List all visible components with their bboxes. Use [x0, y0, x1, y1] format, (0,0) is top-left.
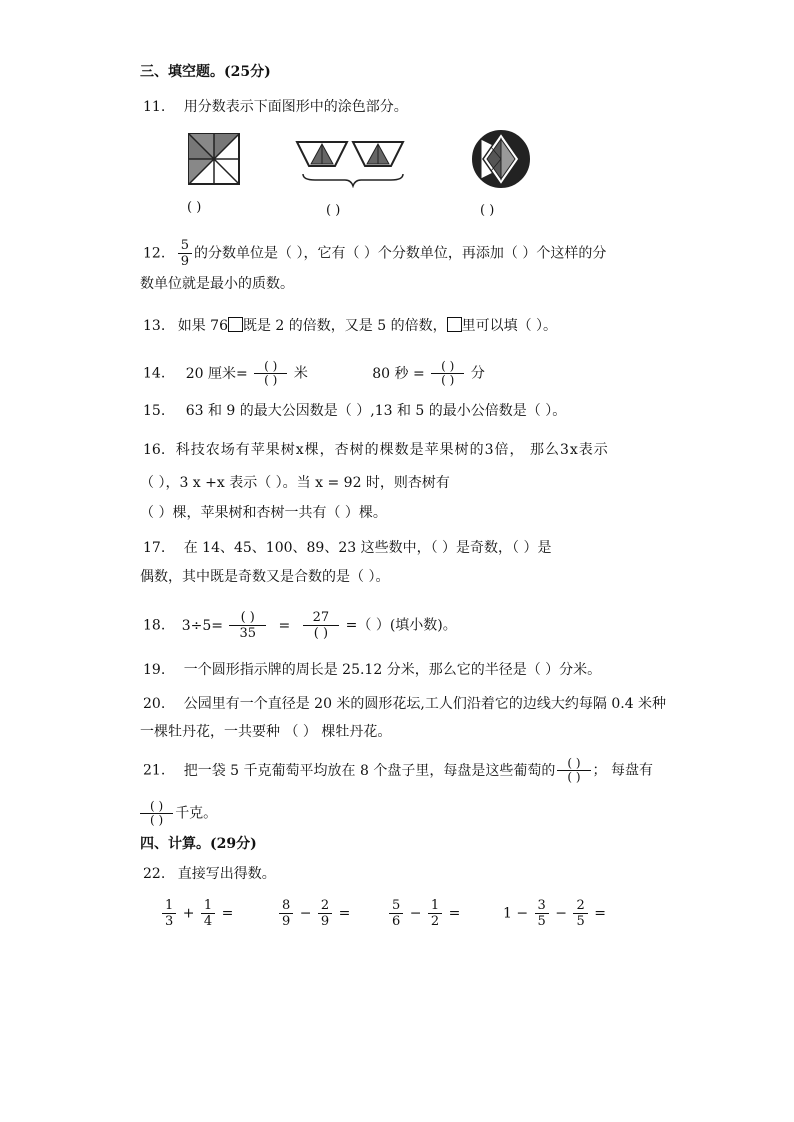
question-number: 21. — [143, 762, 166, 779]
question-number: 14. — [143, 365, 166, 382]
question-21 — [143, 757, 653, 784]
fraction-numerator: ( ) — [557, 757, 590, 771]
operator: − — [299, 905, 312, 922]
question-text-post: 里可以填（ ）。 — [461, 318, 558, 334]
fraction-denominator: ( ) — [264, 373, 278, 387]
fraction-blank[interactable] — [140, 800, 173, 827]
question-number: 20. — [143, 696, 166, 712]
fraction-denominator: 6 — [392, 914, 401, 929]
fraction-denominator: 5 — [576, 914, 585, 929]
fraction-blank[interactable] — [557, 757, 590, 784]
fraction-numerator: 8 — [279, 898, 293, 914]
question-text-line1: 公园里有一个直径是 20 米的圆形花坛,工人们沿着它的边线大约每隔 0.4 米种 — [183, 696, 667, 712]
fraction-denominator: 5 — [537, 914, 546, 929]
question-text-line1: 科技农场有苹果树x棵，杏树的棵数是苹果树的3倍， 那么3x表示 — [175, 442, 609, 458]
fraction — [162, 898, 176, 929]
fraction-numerator: 1 — [162, 898, 176, 914]
equals-sign: = — [448, 905, 461, 922]
equals-sign: = — [338, 905, 351, 922]
section-title-calc: 四、计算。(29分) — [140, 836, 257, 852]
fraction-numerator: ( ) — [140, 800, 173, 814]
fraction-denominator: 3 — [165, 914, 174, 929]
fraction-blank-a[interactable] — [254, 360, 287, 387]
question-18 — [143, 610, 457, 641]
fraction-denominator: 9 — [320, 914, 330, 929]
question-text-line1-end: ； 每盘有 — [592, 762, 653, 779]
question-text: 用分数表示下面图形中的涂色部分。 — [183, 99, 408, 115]
conversion-a-text: 20 厘米= — [185, 365, 248, 382]
question-16-line2: （ ），3 x +x 表示（ ）。当 x = 92 时，则杏树有 — [140, 475, 450, 491]
fraction-denominator: 9 — [180, 254, 189, 269]
leading-term: 1 − — [503, 905, 529, 922]
fraction-denominator: ( ) — [150, 813, 164, 827]
box-placeholder — [228, 317, 243, 332]
equals-sign: = — [221, 905, 234, 922]
question-text-post: =（ ）(填小数)。 — [345, 617, 457, 634]
box-placeholder — [447, 317, 462, 332]
question-text-line1: 的分数单位是（ ），它有（ ）个分数单位，再添加（ ）个这样的分 — [194, 245, 607, 262]
question-21-line2 — [140, 800, 217, 827]
fraction-denominator: 9 — [282, 914, 291, 929]
question-12-line2: 数单位就是最小的质数。 — [140, 276, 294, 292]
question-16-line3: （ ）棵，苹果树和杏树一共有（ ）棵。 — [140, 505, 387, 521]
question-20-line2: 一棵牡丹花，一共要种 （ ） 棵牡丹花。 — [140, 724, 392, 740]
fraction-denominator: ( ) — [313, 626, 329, 641]
equals-sign: = — [278, 617, 291, 634]
question-number: 13. — [143, 318, 166, 334]
expression-4 — [503, 898, 606, 929]
fraction-denominator: ( ) — [567, 770, 581, 784]
question-text-pre: 如果 76 — [177, 318, 228, 334]
figure-trapezoids-shaded — [295, 140, 415, 188]
fraction-numerator: ( ) — [431, 360, 464, 374]
blank-fig3[interactable]: ( ) — [480, 203, 495, 218]
fraction — [318, 898, 332, 929]
question-number: 16. — [143, 442, 166, 458]
fraction-numerator: 5 — [389, 898, 403, 914]
fraction — [201, 898, 215, 929]
question-13 — [143, 316, 557, 336]
question-16 — [143, 440, 609, 460]
question-12 — [143, 238, 606, 269]
question-number: 15. — [143, 403, 166, 419]
unit-mi: 米 — [293, 365, 308, 382]
question-text-line1: 在 14、45、100、89、23 这些数中，（ ）是奇数，（ ）是 — [183, 540, 552, 556]
figure-square-shaded — [188, 133, 240, 185]
fraction-5-9 — [178, 238, 192, 269]
blank-fig2[interactable]: ( ) — [326, 203, 341, 218]
conversion-b-text: 80 秒 = — [372, 365, 425, 382]
question-17 — [143, 538, 552, 558]
question-number: 18. — [143, 617, 166, 634]
figure-circle-shaded — [471, 129, 531, 189]
question-text: 63 和 9 的最大公因数是（ ）,13 和 5 的最小公倍数是（ ）。 — [185, 403, 567, 419]
unit-fen: 分 — [470, 365, 485, 382]
question-number: 22. — [143, 866, 166, 882]
question-text-line1: 把一袋 5 千克葡萄平均放在 8 个盘子里，每盘是这些葡萄的 — [183, 762, 556, 779]
fraction-numerator: 1 — [428, 898, 442, 914]
fraction-blank-b[interactable] — [431, 360, 464, 387]
fraction-denominator: 2 — [430, 914, 440, 929]
fraction-denominator: ( ) — [441, 373, 455, 387]
unit-kg: 千克。 — [175, 805, 218, 822]
expression-2 — [277, 898, 350, 929]
expression-1 — [160, 898, 233, 929]
section-title-fill-in: 三、填空题。(25分) — [140, 64, 271, 80]
question-19 — [143, 660, 601, 680]
fraction — [279, 898, 293, 929]
fraction-denominator: 4 — [203, 914, 213, 929]
question-number: 17. — [143, 540, 166, 556]
operator: − — [409, 905, 422, 922]
fraction — [428, 898, 442, 929]
fraction-numerator: 3 — [535, 898, 549, 914]
operator: + — [182, 905, 195, 922]
fraction-blank-1[interactable] — [229, 610, 266, 641]
question-20 — [143, 694, 666, 714]
operator: − — [555, 905, 568, 922]
fraction-numerator: 1 — [201, 898, 215, 914]
question-number: 12. — [143, 245, 166, 262]
fraction — [389, 898, 403, 929]
expression-3 — [387, 898, 460, 929]
question-text: 直接写出得数。 — [177, 866, 276, 882]
fraction-denominator: 35 — [239, 626, 256, 641]
fraction-numerator: ( ) — [229, 610, 266, 626]
fraction-numerator: 2 — [573, 898, 587, 914]
blank-fig1[interactable]: ( ) — [187, 200, 202, 215]
fraction-blank-2[interactable] — [303, 610, 340, 641]
question-22 — [143, 864, 276, 884]
question-text: 一个圆形指示牌的周长是 25.12 分米，那么它的半径是（ ）分米。 — [183, 662, 602, 678]
fraction — [535, 898, 549, 929]
question-17-line2: 偶数，其中既是奇数又是合数的是（ ）。 — [140, 569, 390, 585]
division-text: 3÷5= — [181, 617, 223, 634]
fraction-numerator: 2 — [318, 898, 332, 914]
question-number: 19. — [143, 662, 166, 678]
fraction-numerator: 5 — [178, 238, 192, 254]
question-14 — [143, 360, 485, 387]
question-number: 11. — [143, 99, 166, 115]
question-text-mid: 既是 2 的倍数，又是 5 的倍数， — [242, 318, 447, 334]
equals-sign: = — [594, 905, 606, 922]
fraction — [573, 898, 587, 929]
fraction-numerator: 27 — [303, 610, 340, 626]
question-11 — [143, 97, 408, 117]
fraction-numerator: ( ) — [254, 360, 287, 374]
question-15 — [143, 401, 566, 421]
